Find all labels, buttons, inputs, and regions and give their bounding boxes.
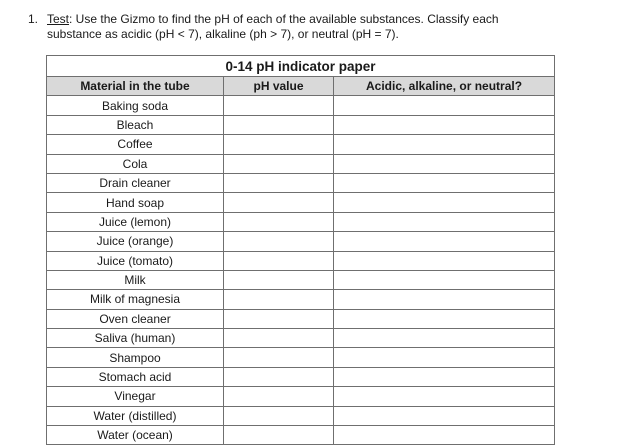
table-row (47, 387, 555, 406)
ph-results-table (46, 55, 555, 445)
ph-value-cell[interactable] (224, 329, 334, 348)
table-row (47, 367, 555, 386)
table-row (47, 115, 555, 134)
classification-cell[interactable] (334, 232, 555, 251)
material-cell: Cola (47, 154, 224, 173)
material-cell: Juice (tomato) (47, 251, 224, 270)
table-row (47, 154, 555, 173)
classification-cell[interactable] (334, 290, 555, 309)
table-body (47, 96, 555, 445)
ph-value-cell[interactable] (224, 387, 334, 406)
material-cell: Baking soda (47, 96, 224, 115)
table-row (47, 290, 555, 309)
ph-value-cell[interactable] (224, 135, 334, 154)
question-line2: substance as acidic (pH < 7), alkaline (ph > 7), or neutral (pH = 7). (47, 27, 399, 41)
question-number: 1. (28, 12, 39, 26)
material-cell: Water (distilled) (47, 406, 224, 425)
ph-value-cell[interactable] (224, 406, 334, 425)
table-row (47, 193, 555, 212)
classification-cell[interactable] (334, 251, 555, 270)
classification-cell[interactable] (334, 367, 555, 386)
classification-cell[interactable] (334, 426, 555, 445)
column-header-ph: pH value (224, 77, 334, 96)
material-cell: Shampoo (47, 348, 224, 367)
ph-value-cell[interactable] (224, 212, 334, 231)
ph-value-cell[interactable] (224, 115, 334, 134)
classification-cell[interactable] (334, 96, 555, 115)
table-row (47, 173, 555, 192)
ph-value-cell[interactable] (224, 367, 334, 386)
material-cell: Milk (47, 270, 224, 289)
ph-value-cell[interactable] (224, 154, 334, 173)
table-row (47, 212, 555, 231)
table-row (47, 426, 555, 445)
test-label: Test (47, 12, 70, 26)
table-title: 0-14 pH indicator paper (47, 56, 555, 77)
ph-value-cell[interactable] (224, 290, 334, 309)
material-cell: Juice (lemon) (47, 212, 224, 231)
table-row (47, 232, 555, 251)
material-cell: Milk of magnesia (47, 290, 224, 309)
table-row (47, 309, 555, 328)
ph-value-cell[interactable] (224, 96, 334, 115)
table-row (47, 348, 555, 367)
classification-cell[interactable] (334, 212, 555, 231)
ph-value-cell[interactable] (224, 193, 334, 212)
material-cell: Water (ocean) (47, 426, 224, 445)
table-row (47, 406, 555, 425)
ph-value-cell[interactable] (224, 251, 334, 270)
material-cell: Stomach acid (47, 367, 224, 386)
table-row (47, 96, 555, 115)
ph-value-cell[interactable] (224, 173, 334, 192)
classification-cell[interactable] (334, 115, 555, 134)
ph-value-cell[interactable] (224, 426, 334, 445)
table-row (47, 135, 555, 154)
table-header-row (47, 77, 555, 96)
material-cell: Oven cleaner (47, 309, 224, 328)
material-cell: Drain cleaner (47, 173, 224, 192)
classification-cell[interactable] (334, 173, 555, 192)
material-cell: Hand soap (47, 193, 224, 212)
table-row (47, 251, 555, 270)
classification-cell[interactable] (334, 329, 555, 348)
question-line1: : Use the Gizmo to find the pH of each of the available substances. Classify each (69, 12, 499, 26)
column-header-material: Material in the tube (47, 77, 224, 96)
ph-value-cell[interactable] (224, 270, 334, 289)
classification-cell[interactable] (334, 270, 555, 289)
column-header-classification: Acidic, alkaline, or neutral? (334, 77, 555, 96)
classification-cell[interactable] (334, 309, 555, 328)
table-row (47, 329, 555, 348)
question-text (47, 12, 607, 42)
material-cell: Bleach (47, 115, 224, 134)
classification-cell[interactable] (334, 154, 555, 173)
classification-cell[interactable] (334, 135, 555, 154)
material-cell: Juice (orange) (47, 232, 224, 251)
classification-cell[interactable] (334, 387, 555, 406)
ph-value-cell[interactable] (224, 309, 334, 328)
classification-cell[interactable] (334, 193, 555, 212)
classification-cell[interactable] (334, 348, 555, 367)
table-row (47, 270, 555, 289)
material-cell: Saliva (human) (47, 329, 224, 348)
ph-value-cell[interactable] (224, 232, 334, 251)
material-cell: Coffee (47, 135, 224, 154)
ph-value-cell[interactable] (224, 348, 334, 367)
material-cell: Vinegar (47, 387, 224, 406)
classification-cell[interactable] (334, 406, 555, 425)
